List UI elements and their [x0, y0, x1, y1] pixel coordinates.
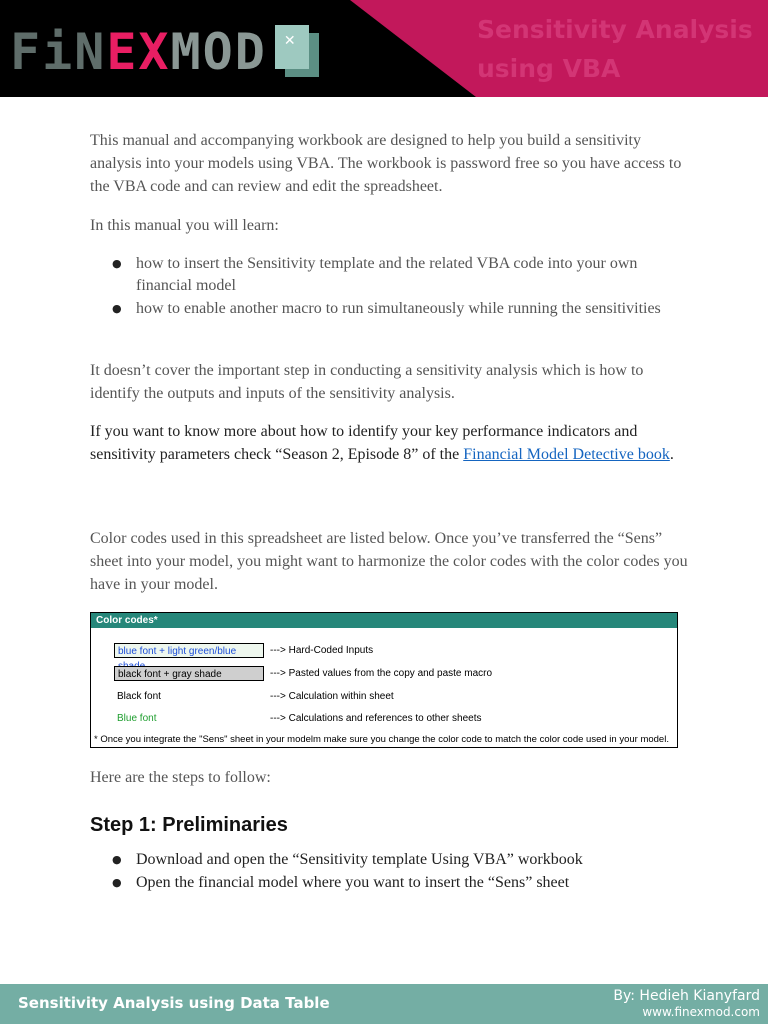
color-codes-intro: Color codes used in this spreadsheet are listed below. Once you’ve transferred the “Sens” sheet into your model, you might want to harmonize the color codes with the color codes you have in your model.	[90, 530, 688, 593]
learn-list	[108, 253, 688, 321]
learn-heading: In this manual you will learn:	[90, 217, 279, 234]
footer-credits	[613, 988, 760, 1020]
color-codes-note: * Once you integrate the "Sens" sheet in your modelm make sure you change the color code to match the color code used in your model.	[94, 734, 669, 745]
step-1-heading: Step 1: Preliminaries	[90, 814, 288, 836]
swatch-gray-shade: black font + gray shade	[114, 666, 264, 681]
list-item: ● Open the financial model where you want to insert the “Sens” sheet	[108, 872, 688, 894]
intro-paragraph: This manual and accompanying workbook are designed to help you build a sensitivity analysis into your models using VBA. The workbook is password free so you have access to the VBA code and can review and edit the spreadsheet.	[90, 132, 682, 195]
page-header	[0, 0, 768, 97]
swatch-black-font: Black font	[117, 690, 161, 702]
footer-title: Sensitivity Analysis using Data Table	[18, 994, 330, 1012]
list-item: ● Download and open the “Sensitivity template Using VBA” workbook	[108, 849, 688, 871]
steps-intro: Here are the steps to follow:	[90, 769, 271, 786]
color-code-row: blue font + light green/blue ---> Hard-Coded Inputs	[114, 642, 373, 658]
color-code-row: Blue font ---> Calculations and references to other sheets	[114, 710, 482, 726]
logo-cube-icon: ✕	[271, 23, 323, 81]
financial-model-detective-link[interactable]: Financial Model Detective book	[463, 446, 670, 463]
page-footer	[0, 984, 768, 1024]
footer-author: By: Hedieh Kianyfard	[613, 988, 760, 1004]
swatch-blue-shade: blue font + light green/blue	[114, 643, 264, 658]
kpi-paragraph: If you want to know more about how to identify your key performance indicators and sensitivity parameters check “Season 2, Episode 8” of the Financial Model Detective book.	[90, 423, 674, 463]
list-item: ● how to enable another macro to run simultaneously while running the sensitivities	[108, 298, 688, 320]
scope-paragraph: It doesn’t cover the important step in conducting a sensitivity analysis which is how to identify the outputs and inputs of the sensitivity analysis.	[90, 362, 644, 402]
footer-website: www.finexmod.com	[642, 1005, 760, 1019]
color-code-row: Black font ---> Calculation within sheet	[114, 688, 394, 704]
kpi-text: If you want to know more about how to identify your key performance indicators and sensitivity parameters check “Season 2, Episode 8” of the	[90, 423, 638, 463]
document-title: Sensitivity Analysis using VBA	[477, 15, 753, 83]
step-1-list	[108, 849, 688, 895]
logo-text: FiNEXMOD	[10, 23, 267, 81]
color-code-row: black font + gray shade ---> Pasted values from the copy and paste macro	[114, 665, 492, 681]
color-codes-header: Color codes*	[91, 613, 677, 628]
list-item: ● how to insert the Sensitivity template and the related VBA code into your own financial model	[108, 253, 688, 297]
finexmod-logo	[10, 24, 323, 80]
swatch-blue-font: Blue font	[117, 712, 157, 724]
color-codes-table	[90, 612, 678, 748]
